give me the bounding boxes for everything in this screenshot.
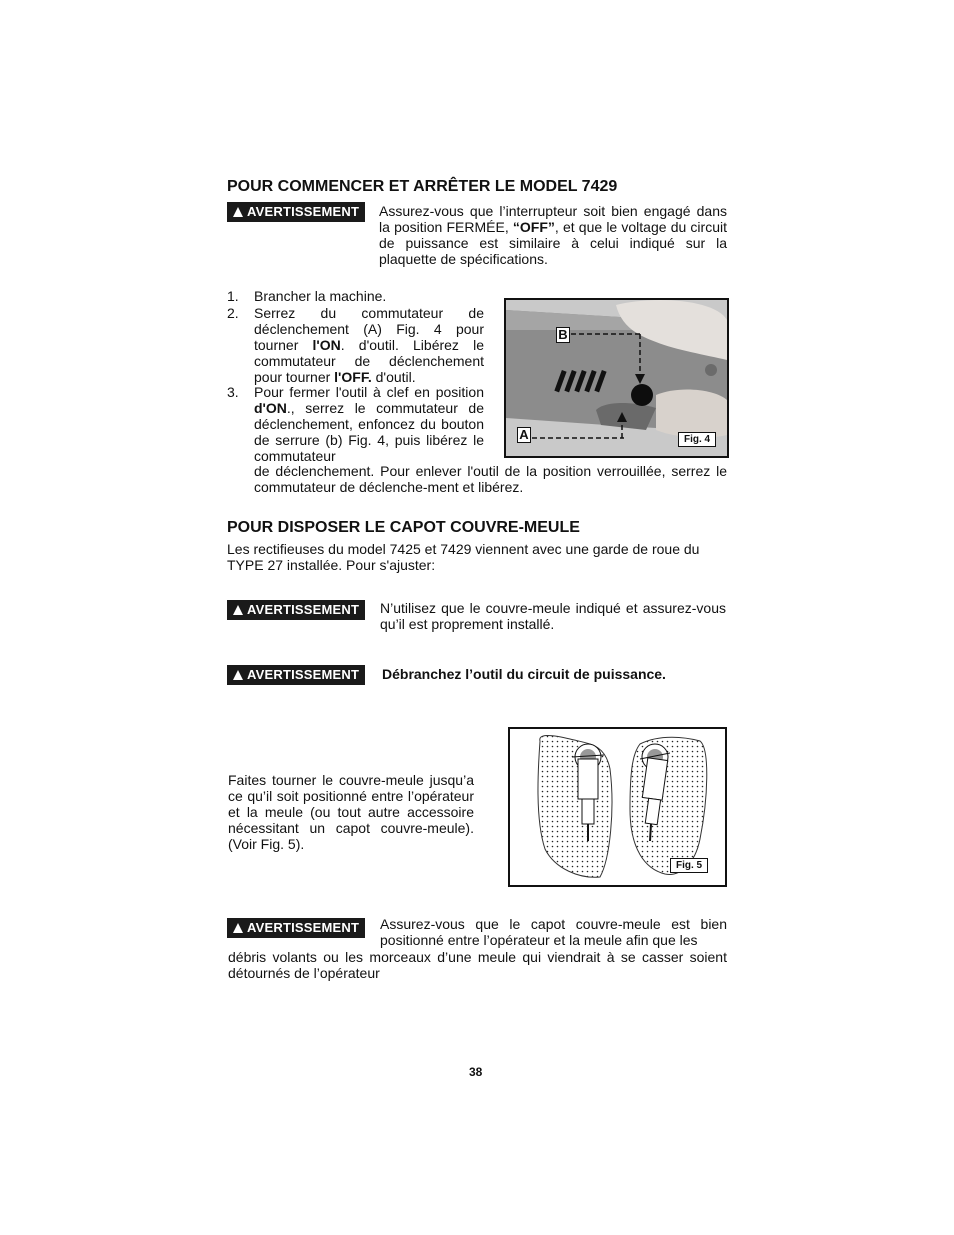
warning-badge-label: AVERTISSEMENT [247, 602, 360, 617]
marker-a-label: A [517, 427, 531, 443]
step-text-bold: l'OFF. [334, 369, 372, 385]
fig-5-caption: Fig. 5 [670, 858, 708, 873]
warning-badge-label: AVERTISSEMENT [247, 204, 360, 219]
step-text-part: Pour fermer l'outil à clef en position [254, 384, 484, 400]
step-1-text: Brancher la machine. [254, 288, 387, 304]
fig-5-guard-diagram [508, 727, 727, 887]
step-text-bold: d'ON [254, 400, 287, 416]
warning-text-guard: N’utilisez que le couvre-meule indiqué et assurez-vous qu’il est proprement installé. [380, 600, 726, 632]
fig-4-caption: Fig. 4 [678, 432, 716, 447]
warning-text-bold: “OFF” [512, 219, 555, 235]
warning-triangle-icon [233, 670, 243, 680]
warning-badge-label: AVERTISSEMENT [247, 667, 360, 682]
warning-badge [227, 665, 365, 685]
warning-text-unplug: Débranchez l’outil du circuit de puissance. [382, 666, 666, 682]
warning-triangle-icon [233, 207, 243, 217]
step-text-part: Serrez du commutateur de déclenchement (A) Fig. 4 pour tourner [254, 305, 484, 353]
step-number: 3. [227, 384, 239, 400]
warning-badge [227, 918, 365, 938]
step-2-text [254, 305, 484, 385]
fig-4-grinder-photo [504, 298, 729, 458]
warning-triangle-icon [233, 605, 243, 615]
marker-b-label: B [556, 327, 570, 343]
guard-intro-text: Les rectifieuses du model 7425 et 7429 viennent avec une garde de roue du TYPE 27 installée. Pour s'ajuster: [227, 541, 700, 573]
section-heading-start-stop: POUR COMMENCER ET ARRÊTER LE MODEL 7429 [227, 178, 618, 195]
page-number: 38 [469, 1065, 483, 1079]
step-3-text-continued: de déclenchement. Pour enlever l'outil de la position verrouillée, serrez le commutateur de déclenche-ment et libérez. [254, 463, 727, 495]
step-number: 2. [227, 305, 239, 321]
section-heading-guard: POUR DISPOSER LE CAPOT COUVRE-MEULE [227, 519, 580, 536]
warning-badge [227, 202, 365, 222]
warning-text-switch-off [379, 203, 727, 267]
warning-text-guard-position: Assurez-vous que le capot couvre-meule est bien positionné entre l’opérateur et la meule afin que les [380, 916, 727, 948]
warning-badge-label: AVERTISSEMENT [247, 920, 360, 935]
warning-text-part: Assurez-vous que l’interrupteur soit bien engagé dans la position FERMÉE, [379, 203, 727, 235]
warning-text-part: , et que le voltage du circuit de puissance est similaire à celui indiqué sur la plaquette de spécifications. [379, 219, 727, 267]
warning-badge [227, 600, 365, 620]
warning-text-guard-position-continued: débris volants ou les morceaux d’une meule qui viendrait à se casser soient détournés de l’opérateur [228, 949, 727, 981]
warning-triangle-icon [233, 923, 243, 933]
step-text-part: ., serrez le commutateur de déclenchement, enfoncez du bouton de serrure (b) Fig. 4, puis libérez le commutateur [254, 400, 484, 464]
step-3-text [254, 384, 484, 464]
step-number: 1. [227, 288, 239, 304]
turn-guard-text: Faites tourner le couvre-meule jusqu’a ce qu’il soit positionné entre l’opérateur et la meule (ou tout autre accessoire nécessitant un capot couvre-meule). (Voir Fig. 5). [228, 772, 474, 852]
step-text-part: . d'outil. Libérez le commutateur de déclenchement pour tourner [254, 337, 484, 385]
step-text-part: d'outil. [371, 369, 416, 385]
step-text-bold: l'ON [312, 337, 341, 353]
